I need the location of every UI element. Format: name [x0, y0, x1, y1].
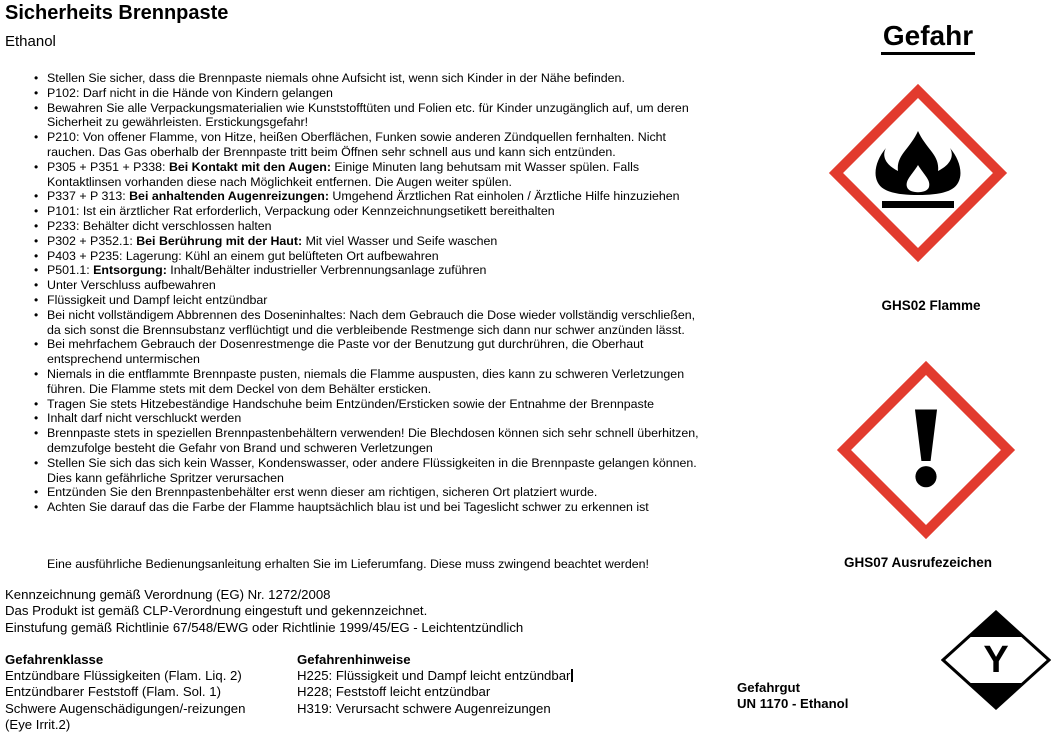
regulation-line: Einstufung gemäß Richtlinie 67/548/EWG oder Richtlinie 1999/45/EG - Leichtentzündlich — [5, 619, 524, 635]
hazard-statement-line — [297, 668, 573, 684]
dangerous-goods-un-number: UN 1170 - Ethanol — [737, 696, 849, 712]
hazard-class-line: Entzündbare Flüssigkeiten (Flam. Liq. 2) — [5, 668, 242, 684]
hazard-class-header: Gefahrenklasse — [5, 652, 104, 667]
hazard-statement-text: H225: Flüssigkeit und Dampf leicht entzündbar — [297, 668, 571, 684]
hazard-class-column — [5, 652, 245, 733]
safety-instruction-item: • Stellen Sie sich das sich kein Wasser, Kondenswasser, oder andere Flüssigkeiten in die Brennpaste gelangen können. Dies kann gefährliche Spritzer verursachen — [47, 456, 705, 486]
exclamation-icon — [880, 404, 972, 496]
safety-instruction-item: • P210: Von offener Flamme, von Hitze, heißen Oberflächen, Funken sowie anderen Zündquellen fernhalten. Nicht rauchen. Das Gas oberhalb der Brennpaste tritt beim Öffnen sehr schnell aus und kann sich entzünden. — [47, 130, 705, 160]
safety-instruction-item: • Entzünden Sie den Brennpastenbehälter erst wenn dieser am richtigen, sicheren Ort platziert wurde. — [47, 485, 705, 500]
safety-instruction-item: • Inhalt darf nicht verschluckt werden — [47, 411, 705, 426]
safety-instructions — [33, 71, 705, 515]
hazard-statement-line: H228; Feststoff leicht entzündbar — [297, 684, 491, 700]
safety-instruction-item: • Unter Verschluss aufbewahren — [47, 278, 705, 293]
page-subtitle: Ethanol — [5, 33, 56, 50]
dangerous-goods-title: Gefahrgut — [737, 680, 801, 695]
regulation-line: Kennzeichnung gemäß Verordnung (EG) Nr. 1272/2008 — [5, 587, 331, 602]
hazard-statements-column — [297, 652, 573, 717]
safety-instruction-item: • Brennpaste stets in speziellen Brennpastenbehältern verwenden! Die Blechdosen können sich sehr schnell überhitzen, demzufolge besteht die Gefahr von Brand und schweren Verletzungen — [47, 426, 705, 456]
ghs02-pictogram — [829, 84, 1007, 262]
hazard-statements-header: Gefahrenhinweise — [297, 652, 411, 667]
hazard-statement-line: H319: Verursacht schwere Augenreizungen — [297, 700, 551, 716]
hazard-class-line: Entzündbarer Feststoff (Flam. Sol. 1) — [5, 684, 221, 700]
safety-instructions-list — [33, 71, 705, 515]
hazard-class-line: (Eye Irrit.2) — [5, 716, 71, 732]
safety-instruction-item: • P305 + P351 + P338: Bei Kontakt mit den Augen: Einige Minuten lang behutsam mit Wasser spülen. Falls Kontaktlinsen vorhanden diese nach Möglichkeit entfernen. Die Augen weiter spülen. — [47, 160, 705, 190]
safety-instruction-item: • Bei mehrfachem Gebrauch der Dosenrestmenge die Paste vor der Benutzung gut durchrühren, die Oberhaut entsprechend untermischen — [47, 337, 705, 367]
safety-instruction-item: • P337 + P 313: Bei anhaltenden Augenreizungen: Umgehend Ärztlichen Rat einholen / Ärztliche Hilfe hinzuziehen — [47, 189, 705, 204]
regulation-block — [5, 587, 523, 636]
safety-instruction-item: • P233: Behälter dicht verschlossen halten — [47, 219, 705, 234]
safety-instruction-item: • P102: Darf nicht in die Hände von Kindern gelangen — [47, 86, 705, 101]
safety-instruction-item: • Tragen Sie stets Hitzebeständige Handschuhe beim Entzünden/Ersticken sowie der Entnahme der Brennpaste — [47, 397, 705, 412]
page-title: Sicherheits Brennpaste — [5, 2, 229, 24]
flame-icon — [868, 123, 968, 223]
ghs02-label: GHS02 Flamme — [881, 298, 981, 313]
safety-instruction-item: • Stellen Sie sicher, dass die Brennpaste niemals ohne Aufsicht ist, wenn sich Kinder in der Nähe befinden. — [47, 71, 705, 86]
safety-instruction-item: • Achten Sie darauf das die Farbe der Flamme hauptsächlich blau ist und bei Tageslicht schwer zu erkennen ist — [47, 500, 705, 515]
dangerous-goods-block — [737, 680, 848, 712]
ghs07-label: GHS07 Ausrufezeichen — [843, 555, 993, 570]
safety-instruction-item: • P403 + P235: Lagerung: Kühl an einem gut belüfteten Ort aufbewahren — [47, 249, 705, 264]
regulation-line: Das Produkt ist gemäß CLP-Verordnung eingestuft und gekennzeichnet. — [5, 603, 428, 619]
signal-word-text: Gefahr — [881, 20, 975, 55]
limited-quantity-diamond-icon — [941, 610, 1051, 715]
safety-instruction-item: • P501.1: Entsorgung: Inhalt/Behälter industrieller Verbrennungsanlage zuführen — [47, 263, 705, 278]
safety-instruction-item: • P101: Ist ein ärztlicher Rat erforderlich, Verpackung oder Kennzeichnungsetikett bereithalten — [47, 204, 705, 219]
svg-text:Y: Y — [983, 639, 1009, 681]
hazard-class-line: Schwere Augenschädigungen/-reizungen — [5, 700, 246, 716]
signal-word — [838, 20, 1018, 52]
text-cursor — [571, 669, 573, 682]
ghs07-pictogram — [837, 361, 1015, 539]
safety-instruction-item: • Bei nicht vollständigem Abbrennen des Doseninhaltes: Nach dem Gebrauch die Dose wieder vollständig verschließen, da sich sonst die Brennsubstanz verflüchtigt und die verbleibende Restmenge sich dann nur schwer anzünden lässt. — [47, 308, 705, 338]
safety-instruction-item: • P302 + P352.1: Bei Berührung mit der Haut: Mit viel Wasser und Seife waschen — [47, 234, 705, 249]
safety-instruction-item: • Niemals in die entflammte Brennpaste pusten, niemals die Flamme auspusten, dies kann zu schweren Verletzungen führen. Die Flamme stets mit dem Deckel von dem Behälter ersticken. — [47, 367, 705, 397]
safety-instruction-item: • Flüssigkeit und Dampf leicht entzündbar — [47, 293, 705, 308]
safety-instruction-item: • Bewahren Sie alle Verpackungsmaterialien wie Kunststofftüten und Folien etc. für Kinder unzugänglich auf, um deren Sicherheit zu gewährleisten. Erstickungsgefahr! — [47, 101, 705, 131]
manual-note: Eine ausführliche Bedienungsanleitung erhalten Sie im Lieferumfang. Diese muss zwingend beachtet werden! — [47, 557, 649, 571]
